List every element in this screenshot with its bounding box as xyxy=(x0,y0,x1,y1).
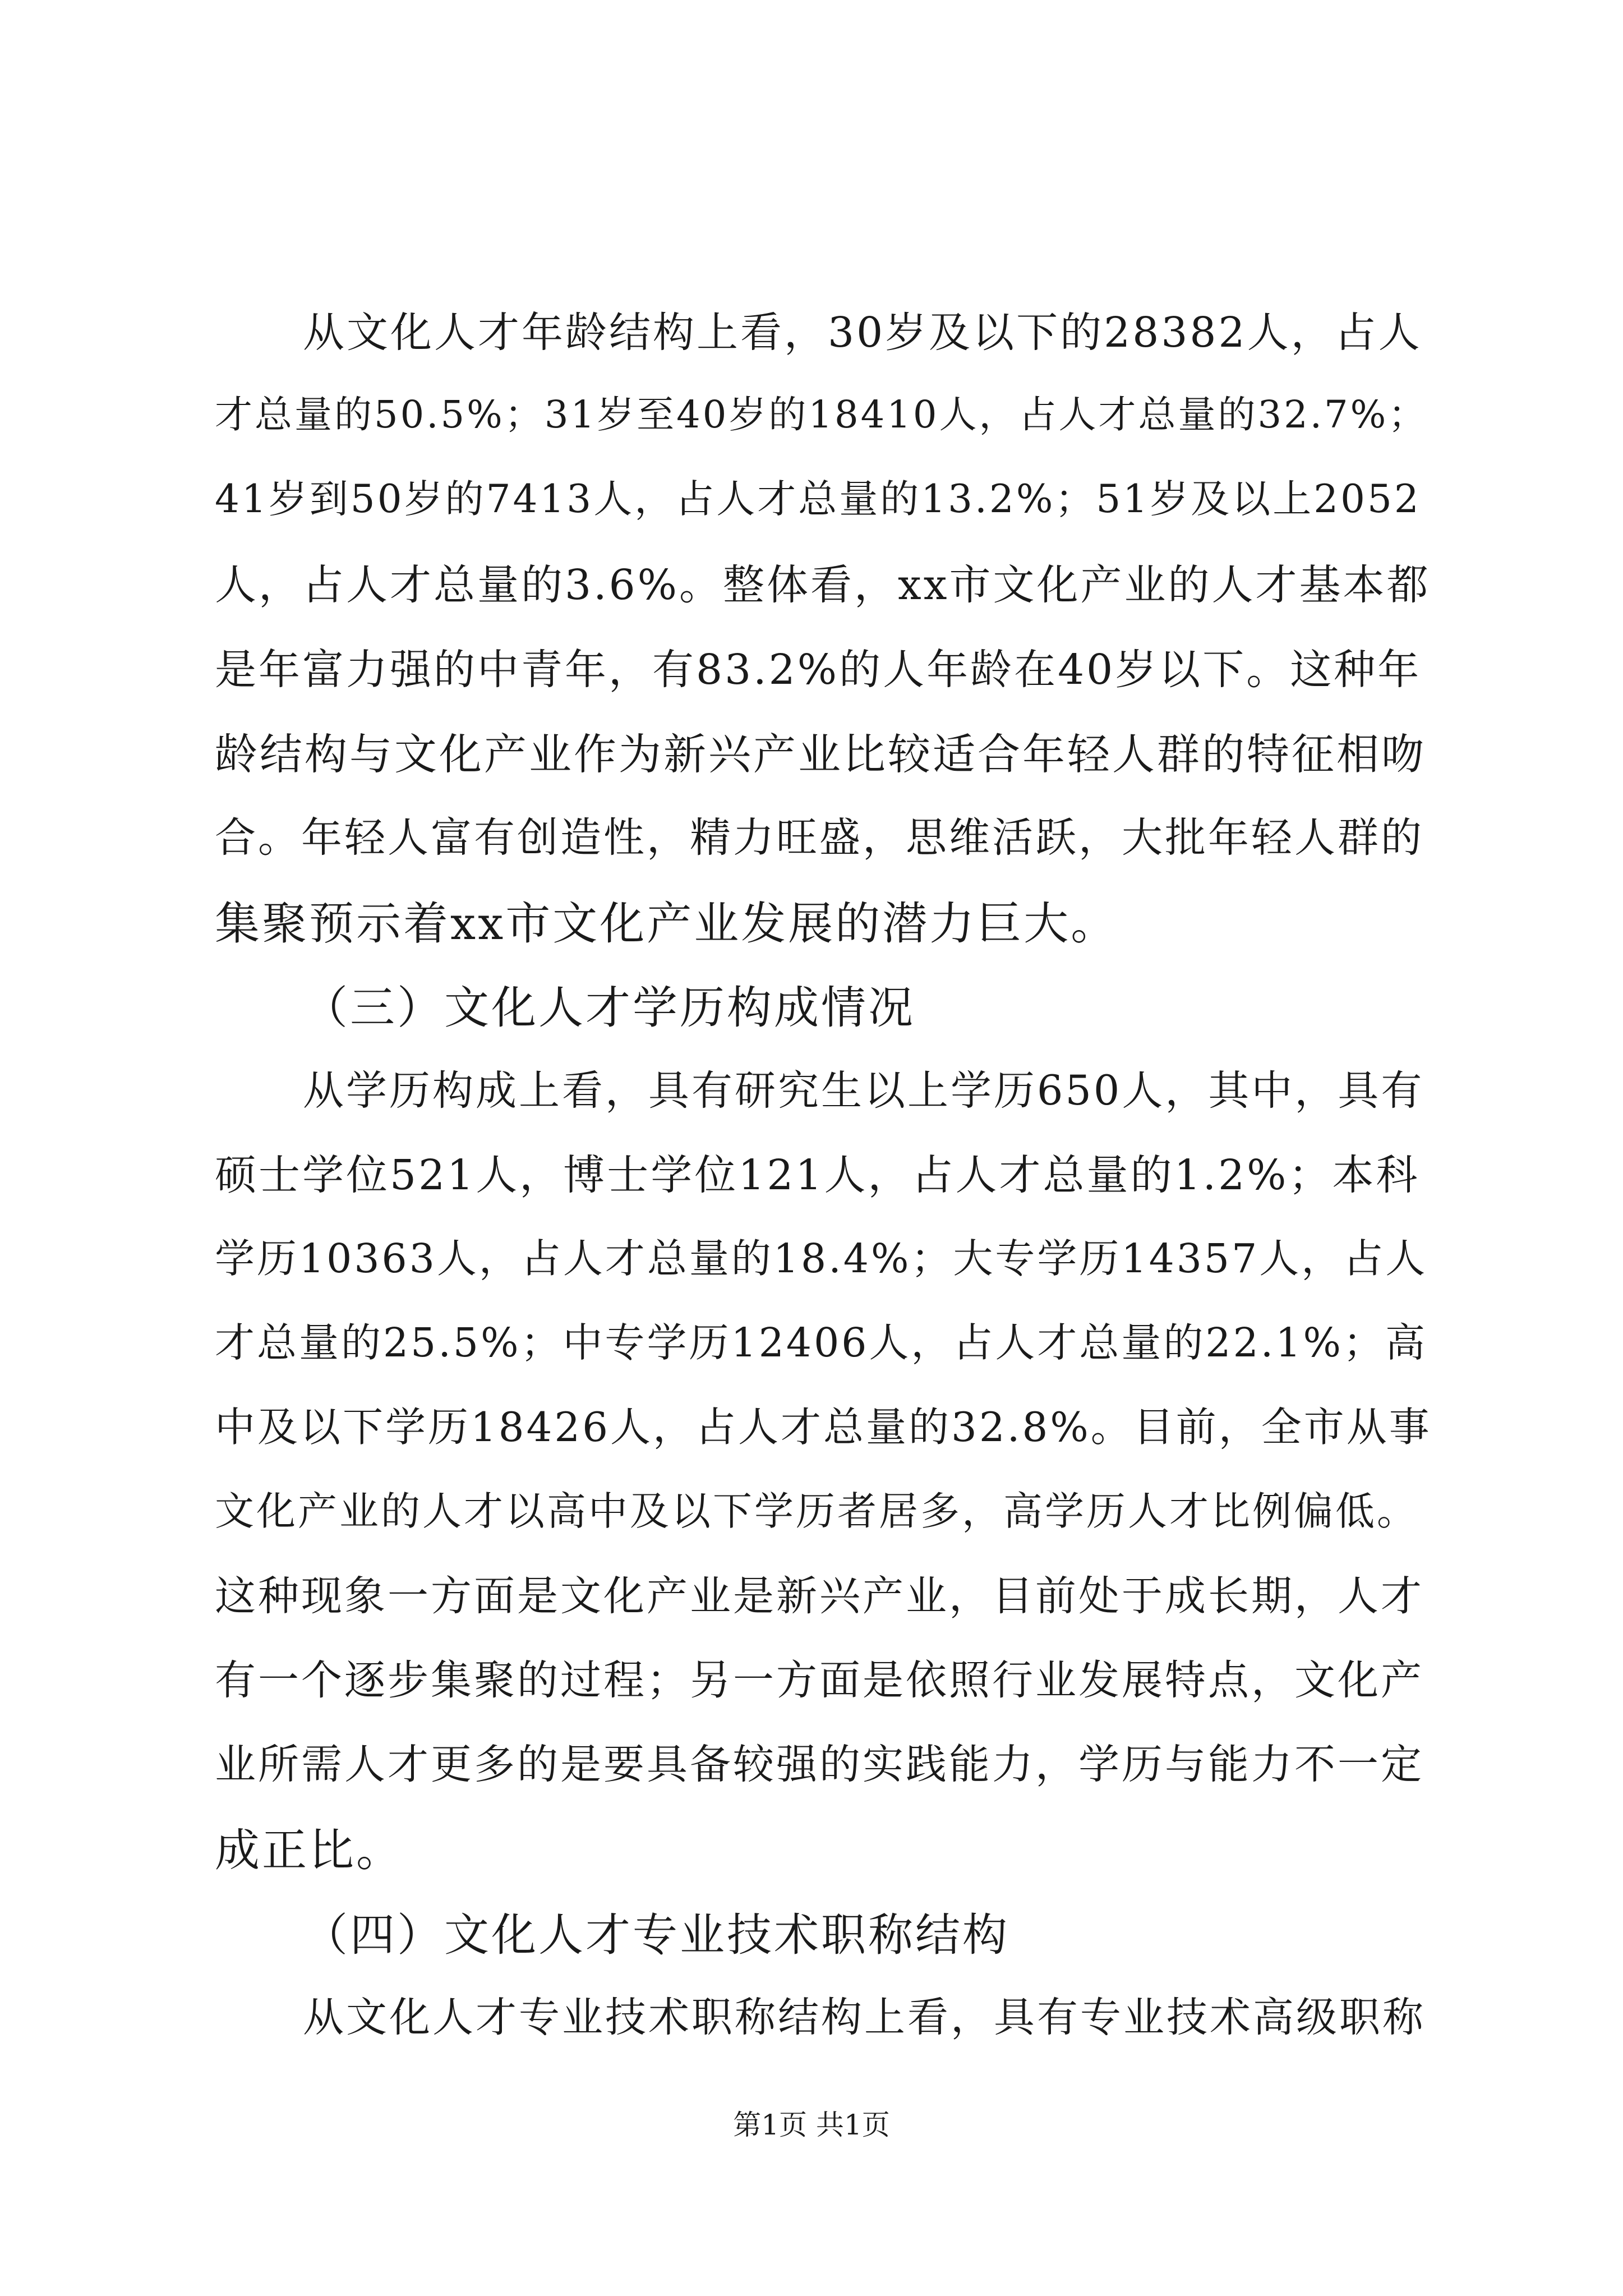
text-line: 合。年轻人富有创造性，精力旺盛，思维活跃，大批年轻人群的 xyxy=(215,814,1424,862)
text-line: 业所需人才更多的是要具备较强的实践能力，学历与能力不一定 xyxy=(215,1741,1424,1788)
text-line: 从文化人才年龄结构上看，30岁及以下的28382人，占人 xyxy=(303,309,1422,357)
text-line: 文化产业的人才以高中及以下学历者居多，高学历人才比例偏低。 xyxy=(215,1488,1418,1534)
page-number-footer: 第1页 共1页 xyxy=(733,2109,890,2141)
section-heading: （三）文化人才学历构成情况 xyxy=(303,982,915,1034)
text-line: 才总量的50.5%；31岁至40岁的18410人，占人才总量的32.7%； xyxy=(215,393,1428,436)
text-line: 集聚预示着xx市文化产业发展的潜力巨大。 xyxy=(215,898,1118,950)
text-line: 有一个逐步集聚的过程；另一方面是依照行业发展特点，文化产 xyxy=(215,1657,1424,1704)
text-line: 从学历构成上看，具有研究生以上学历650人，其中，具有 xyxy=(303,1067,1424,1115)
section-heading: （四）文化人才专业技术职称结构 xyxy=(303,1909,1009,1961)
text-line: 是年富力强的中青年，有83.2%的人年龄在40岁以下。这种年 xyxy=(215,646,1422,694)
text-line: 成正比。 xyxy=(215,1824,403,1876)
text-line: 硕士学位521人，博士学位121人，占人才总量的1.2%；本科 xyxy=(215,1151,1420,1199)
text-line: 人，占人才总量的3.6%。整体看，xx市文化产业的人才基本都 xyxy=(215,561,1431,609)
text-line: 从文化人才专业技术职称结构上看，具有专业技术高级职称 xyxy=(303,1994,1426,2041)
text-line: 41岁到50岁的7413人，占人才总量的13.2%；51岁及以上2052 xyxy=(215,477,1421,522)
text-line: 这种现象一方面是文化产业是新兴产业，目前处于成长期，人才 xyxy=(215,1572,1424,1620)
text-line: 才总量的25.5%；中专学历12406人，占人才总量的22.1%；高 xyxy=(215,1319,1427,1366)
text-line: 学历10363人，占人才总量的18.4%；大专学历14357人，占人 xyxy=(215,1235,1428,1282)
text-line: 中及以下学历18426人，占人才总量的32.8%。目前，全市从事 xyxy=(215,1404,1432,1451)
text-line: 龄结构与文化产业作为新兴产业比较适合年轻人群的特征相吻 xyxy=(215,729,1426,779)
